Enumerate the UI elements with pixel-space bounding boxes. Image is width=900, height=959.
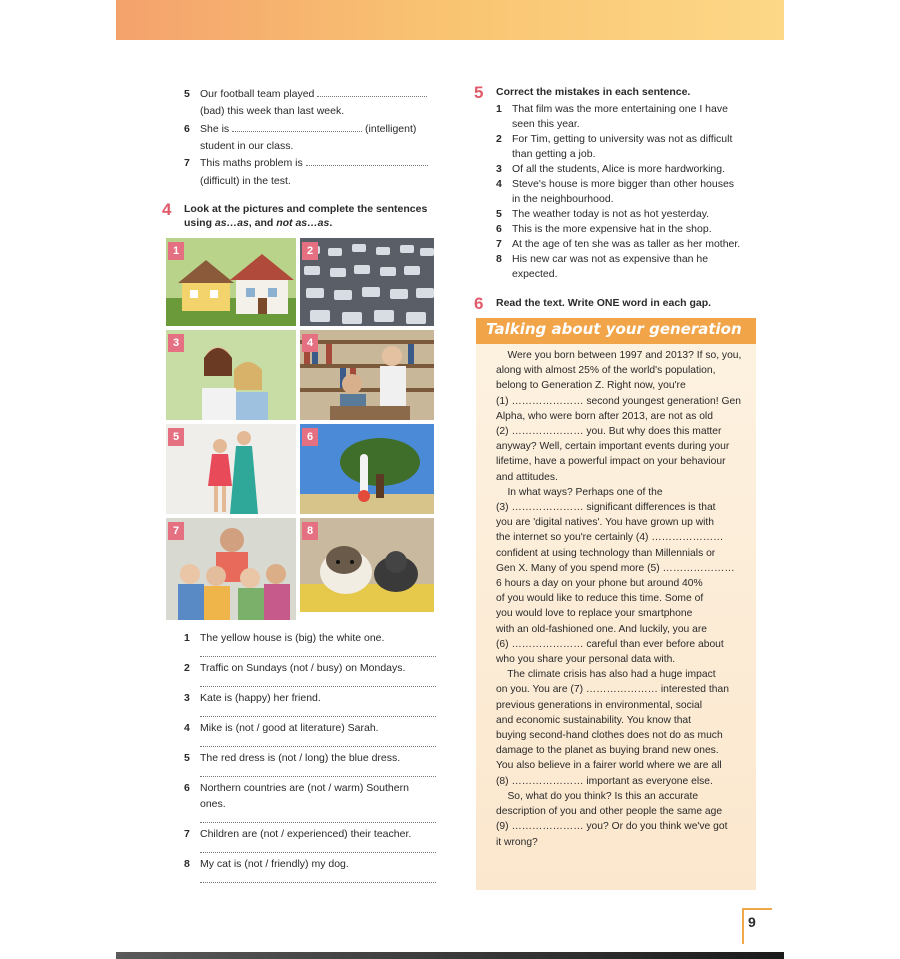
reading-line: and economic sustainability. You know that [496,714,692,726]
ex3-item-7-cont: (difficult) in the test. [200,175,291,187]
exercise-4-instruction: Look at the pictures and complete the sentences using as…as, and not as…as. [184,203,428,229]
reading-line: (6) ………………… careful than ever before about [496,638,724,650]
reading-line: along with almost 25% of the world's population, [496,365,716,377]
reading-line: (1) ………………… second youngest generation! Gen [496,395,741,407]
reading-line: In what ways? Perhaps one of the [496,486,663,498]
answer-line[interactable] [200,686,436,687]
dog-cat-image [300,518,436,614]
reading-line: Alpha, who were born after 2013, are not as old [496,410,713,422]
reading-line: So, what do you think? Is this an accurate [496,790,699,802]
photo-label: 2 [302,242,318,260]
ex3-item-5-cont: (bad) this week than last week. [200,105,345,117]
ex3-item-5: 5 Our football team played [184,86,427,103]
ex5-item-6: 6 This is the more expensive hat in the shop. [496,223,712,235]
ex5-item-8: 8 His new car was not as expensive than he [496,253,709,265]
ex5-item-8-cont: expected. [512,268,558,280]
reading-line: (9) ………………… you? Or do you think we've got [496,821,728,833]
girls-image [166,330,298,422]
ex4-item-7: 7 Children are (not / experienced) their teacher. [184,828,412,840]
reading-line: who you share your personal data with. [496,654,676,666]
reading-line: anyway? Well, certain important events during your [496,441,730,453]
reading-line: description of you and other people the same age [496,806,723,818]
reading-line: you would love to replace your smartphone [496,608,693,620]
photo-library [298,328,436,422]
ex5-item-2: 2 For Tim, getting to university was not as difficult [496,133,733,145]
photo-label: 7 [168,522,184,540]
traffic-image [300,238,436,328]
teacher-children-image [166,518,298,622]
ex3-item-6: 6 She is (intelligent) [184,123,417,135]
photo-label: 6 [302,428,318,446]
answer-line[interactable] [200,716,436,717]
photo-label: 3 [168,334,184,352]
photo-pets [298,516,436,614]
exercise-number-4: 4 [162,200,172,219]
reading-line: the internet so you're certainly (4) ………………… [496,532,724,544]
dresses-image [166,424,298,516]
photo-label: 4 [302,334,318,352]
reading-line: previous generations in environmental, social [496,699,703,711]
photo-label: 1 [168,242,184,260]
reading-line: 6 hours a day on your phone but around 40% [496,578,703,590]
reading-line: (2) ………………… you. But why does this matter [496,426,722,438]
reading-line: You also believe in a fairer world where we are all [496,760,722,772]
reading-line: The climate crisis has also had a huge impact [496,669,716,681]
answer-blank[interactable] [232,122,362,132]
answer-line[interactable] [200,882,436,883]
ex4-item-6: 6 Northern countries are (not / warm) Southern [184,782,409,794]
houses-image [166,238,298,328]
reading-line: and attitudes. [496,471,558,483]
photo-houses [164,236,298,328]
answer-line[interactable] [200,656,436,657]
answer-line[interactable] [200,852,436,853]
exercise-number-5: 5 [474,83,484,102]
ex5-item-3: 3 Of all the students, Alice is more hardworking. [496,163,726,175]
ex3-item-6-cont: student in our class. [200,140,294,152]
library-image [300,330,436,422]
ex5-item-4: 4 Steve's house is more bigger than other houses [496,178,735,190]
photo-traffic [298,236,436,328]
photo-girls [164,328,298,422]
reading-text [496,348,752,850]
header-band [116,0,784,40]
ex4-item-5: 5 The red dress is (not / long) the blue dress. [184,752,401,764]
reading-line: confident at using technology than Millennials or [496,547,716,559]
ex5-item-7: 7 At the age of ten she was as taller as her mother. [496,238,741,250]
ex5-item-1-cont: seen this year. [512,118,580,130]
tree-thermometer-image [300,424,436,516]
reading-title: Talking about your generation [486,320,742,338]
reading-line: Were you born between 1997 and 2013? If so, you, [496,350,742,361]
photo-dresses [164,422,298,516]
ex5-item-1: 1 That film was the more entertaining one I have [496,103,728,115]
reading-line: on you. You are (7) ………………… interested than [496,684,729,696]
photo-family [164,516,298,622]
reading-line: it wrong? [496,836,538,848]
reading-line: lifetime, have a powerful impact on your behaviour [496,456,726,468]
ex4-item-3: 3 Kate is (happy) her friend. [184,692,321,704]
reading-line: damage to the planet as buying brand new ones. [496,745,719,757]
reading-line: belong to Generation Z. Right now, you're [496,380,686,392]
answer-blank[interactable] [317,87,427,97]
exercise-number-6: 6 [474,294,484,313]
answer-line[interactable] [200,776,436,777]
photo-label: 5 [168,428,184,446]
photo-grid [164,234,436,624]
reading-line: of you would like to reduce this time. Some of [496,593,704,605]
page-number: 9 [748,914,756,930]
reading-line: you are 'digital natives'. You have grown up with [496,517,715,529]
exercise-5-instruction: Correct the mistakes in each sentence. [496,86,691,98]
ex3-item-7: 7 This maths problem is [184,155,428,172]
reading-line: (8) ………………… important as everyone else. [496,775,713,787]
ex4-item-4: 4 Mike is (not / good at literature) Sarah. [184,722,379,734]
ex4-item-8: 8 My cat is (not / friendly) my dog. [184,858,349,870]
page-bottom-edge [116,952,784,959]
ex5-item-5: 5 The weather today is not as hot yesterday. [496,208,710,220]
ex4-item-1: 1 The yellow house is (big) the white one. [184,632,385,644]
answer-line[interactable] [200,746,436,747]
ex5-item-2-cont: than getting a job. [512,148,596,160]
page-number-frame [742,908,772,944]
reading-line: (3) ………………… significant differences is that [496,502,716,514]
reading-line: Gen X. Many of you spend more (5) ………………… [496,562,735,574]
answer-line[interactable] [200,822,436,823]
ex4-item-2: 2 Traffic on Sundays (not / busy) on Mondays. [184,662,406,674]
reading-line: with an old-fashioned one. And luckily, you are [496,623,708,635]
reading-line: buying second-hand clothes does not do as much [496,730,723,742]
exercise-6-instruction: Read the text. Write ONE word in each gap. [496,297,712,309]
ex5-item-4-cont: in the neighbourhood. [512,193,614,205]
ex4-item-6-cont: ones. [200,798,226,810]
workbook-page [116,0,784,952]
photo-tree [298,422,436,516]
answer-blank[interactable] [306,156,428,166]
photo-label: 8 [302,522,318,540]
